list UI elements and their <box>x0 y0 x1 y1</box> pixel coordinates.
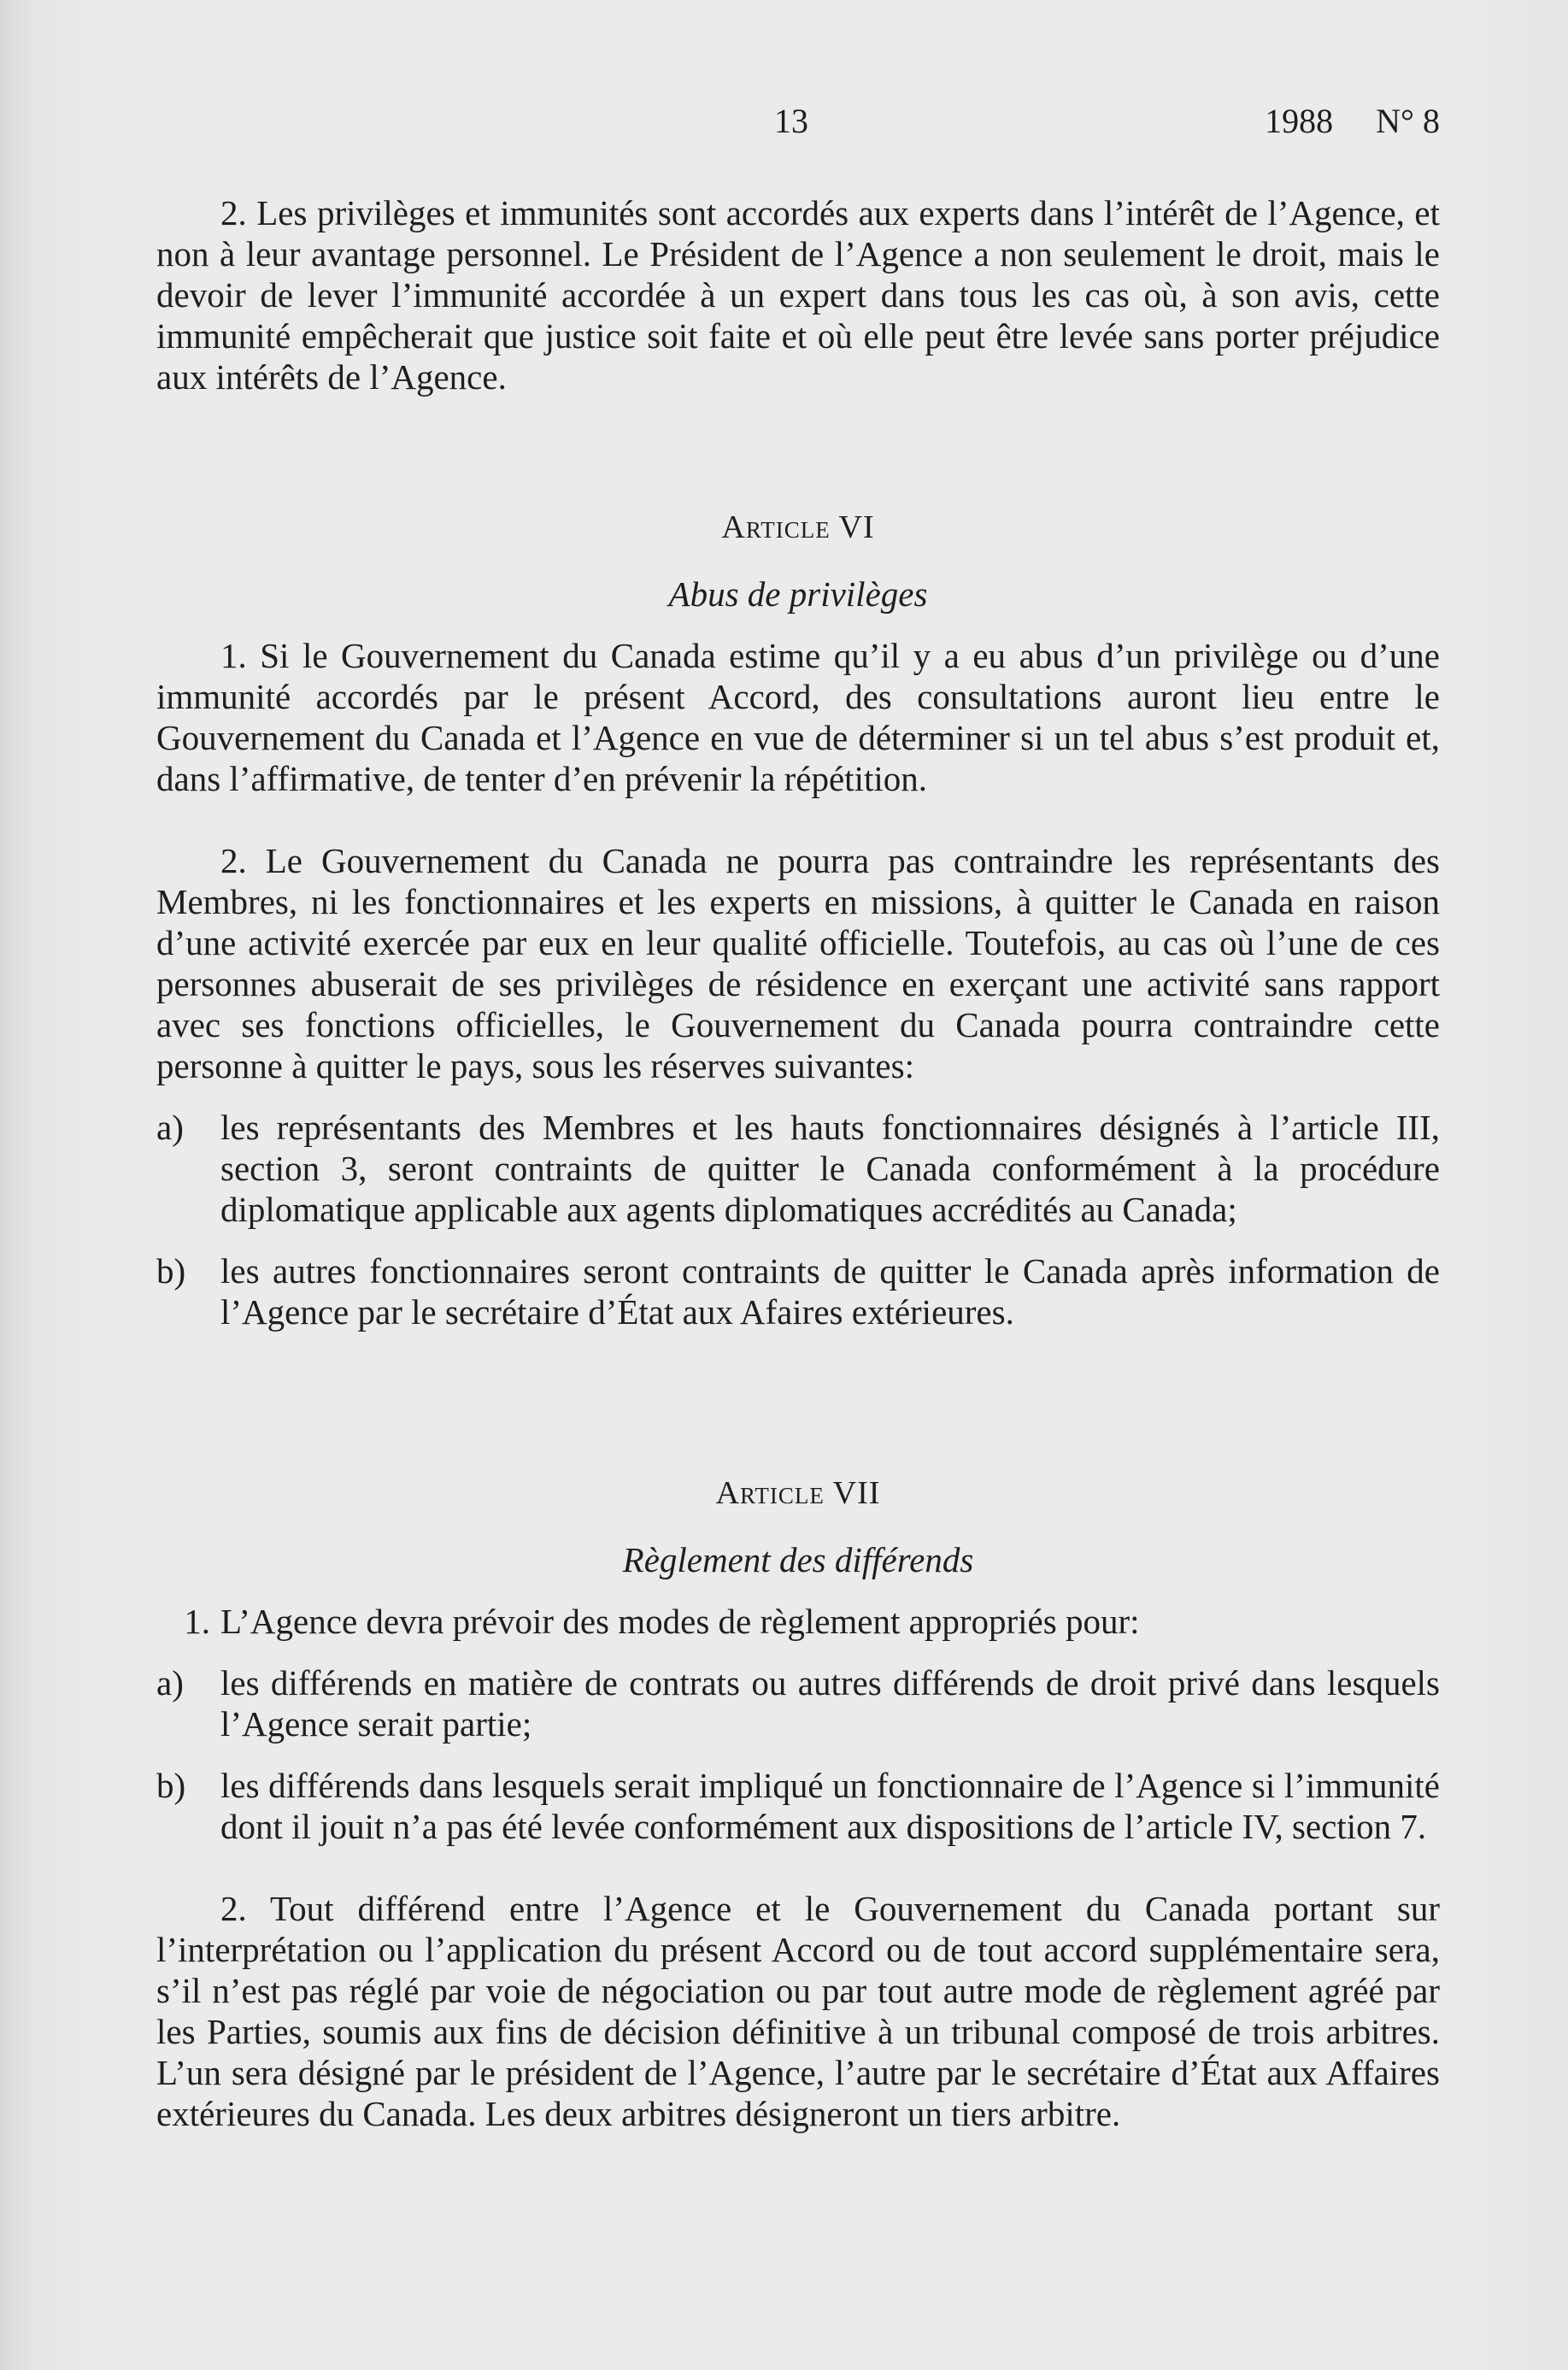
item-text: les différends en matière de contrats ou autres différends de droit privé dans lesquels l’Agence serait partie; <box>220 1663 1440 1744</box>
paragraph-text: L’Agence devra prévoir des modes de règlement appropriés pour: <box>220 1602 1140 1641</box>
page-number: 13 <box>774 102 808 140</box>
item-label: a) <box>156 1108 184 1147</box>
item-label: b) <box>156 1766 186 1805</box>
article-6-paragraph-2: 2. Le Gouvernement du Canada ne pourra pas contraindre les représentants des Membres, ni les fonctionnaires et les experts en missions, à quitter le Canada en raison d’une activité exercée par eux en leur qualité officielle. Toutefois, au cas où l’une de ces personnes abuserait de ses privilèges de résidence en exerçant une activité sans rapport avec ses fonctions officielles, le Gouvernement du Canada pourra contraindre cette personne à quitter le pays, sous les réserves suivantes: <box>156 841 1440 1085</box>
article-7-paragraph-1 <box>156 1601 1440 1642</box>
article-7-title: Règlement des différends <box>622 1540 974 1579</box>
article-6-paragraph-1: 1. Si le Gouvernement du Canada estime qu’il y a eu abus d’un privilège ou d’une immunité accordés par le présent Accord, des consultations auront lieu entre le Gouvernement du Canada et l’Agence en vue de déterminer si un tel abus s’est produit et, dans l’affirmative, de tenter d’en prévenir la répétition. <box>156 636 1440 798</box>
paragraph-experts-privileges: 2. Les privilèges et immunités sont accordés aux experts dans l’intérêt de l’Agence, et non à leur avantage personnel. Le Président de l’Agence a non seulement le droit, mais le devoir de lever l’immunité accordée à un expert dans tous les cas où, à son avis, cette immunité empêcherait que justice soit faite et où elle peut être levée sans porter préjudice aux intérêts de l’Agence. <box>156 193 1440 397</box>
paragraph-number: 1. <box>184 1602 210 1641</box>
article-7-paragraph-2: 2. Tout différend entre l’Agence et le Gouvernement du Canada portant sur l’interprétation ou l’application du présent Accord ou de tout accord supplémentaire sera, s’il n’est pas réglé par voie de négociation ou par tout autre mode de règlement agréé par les Parties, soumis aux fins de décision définitive à un tribunal composé de trois arbitres. L’un sera désigné par le président de l’Agence, l’autre par le secrétaire d’État aux Affaires extérieures du Canada. Les deux arbitres désigneront un tiers arbitre. <box>156 1889 1440 2133</box>
item-text: les représentants des Membres et les hauts fonctionnaires désignés à l’article III, section 3, seront contraints de quitter le Canada conformément à la procédure diplomatique applicable aux agents diplomatiques accrédités au Canada; <box>220 1108 1440 1229</box>
page-header <box>0 101 1568 152</box>
issue-reference <box>1265 101 1440 141</box>
item-label: a) <box>156 1663 184 1703</box>
item-text: les autres fonctionnaires seront contraints de quitter le Canada après information de l’Agence par le secrétaire d’État aux Afaires extérieures. <box>220 1251 1440 1332</box>
item-label: b) <box>156 1251 186 1291</box>
item-text: les différends dans lesquels serait impliqué un fonctionnaire de l’Agence si l’immunité dont il jouit n’a pas été levée conformément aux dispositions de l’article IV, section 7. <box>220 1766 1440 1846</box>
year: 1988 <box>1265 102 1334 140</box>
document-body <box>156 192 1440 2175</box>
article-7-item-a <box>156 1662 1440 1744</box>
article-6-item-b <box>156 1250 1440 1332</box>
article-6-item-a <box>156 1107 1440 1230</box>
article-6-heading: Article VI <box>721 509 875 545</box>
article-6-title: Abus de privilèges <box>668 574 928 614</box>
issue-number: N° 8 <box>1376 102 1440 140</box>
article-7-item-b <box>156 1765 1440 1847</box>
article-7-heading: Article VII <box>715 1475 881 1511</box>
